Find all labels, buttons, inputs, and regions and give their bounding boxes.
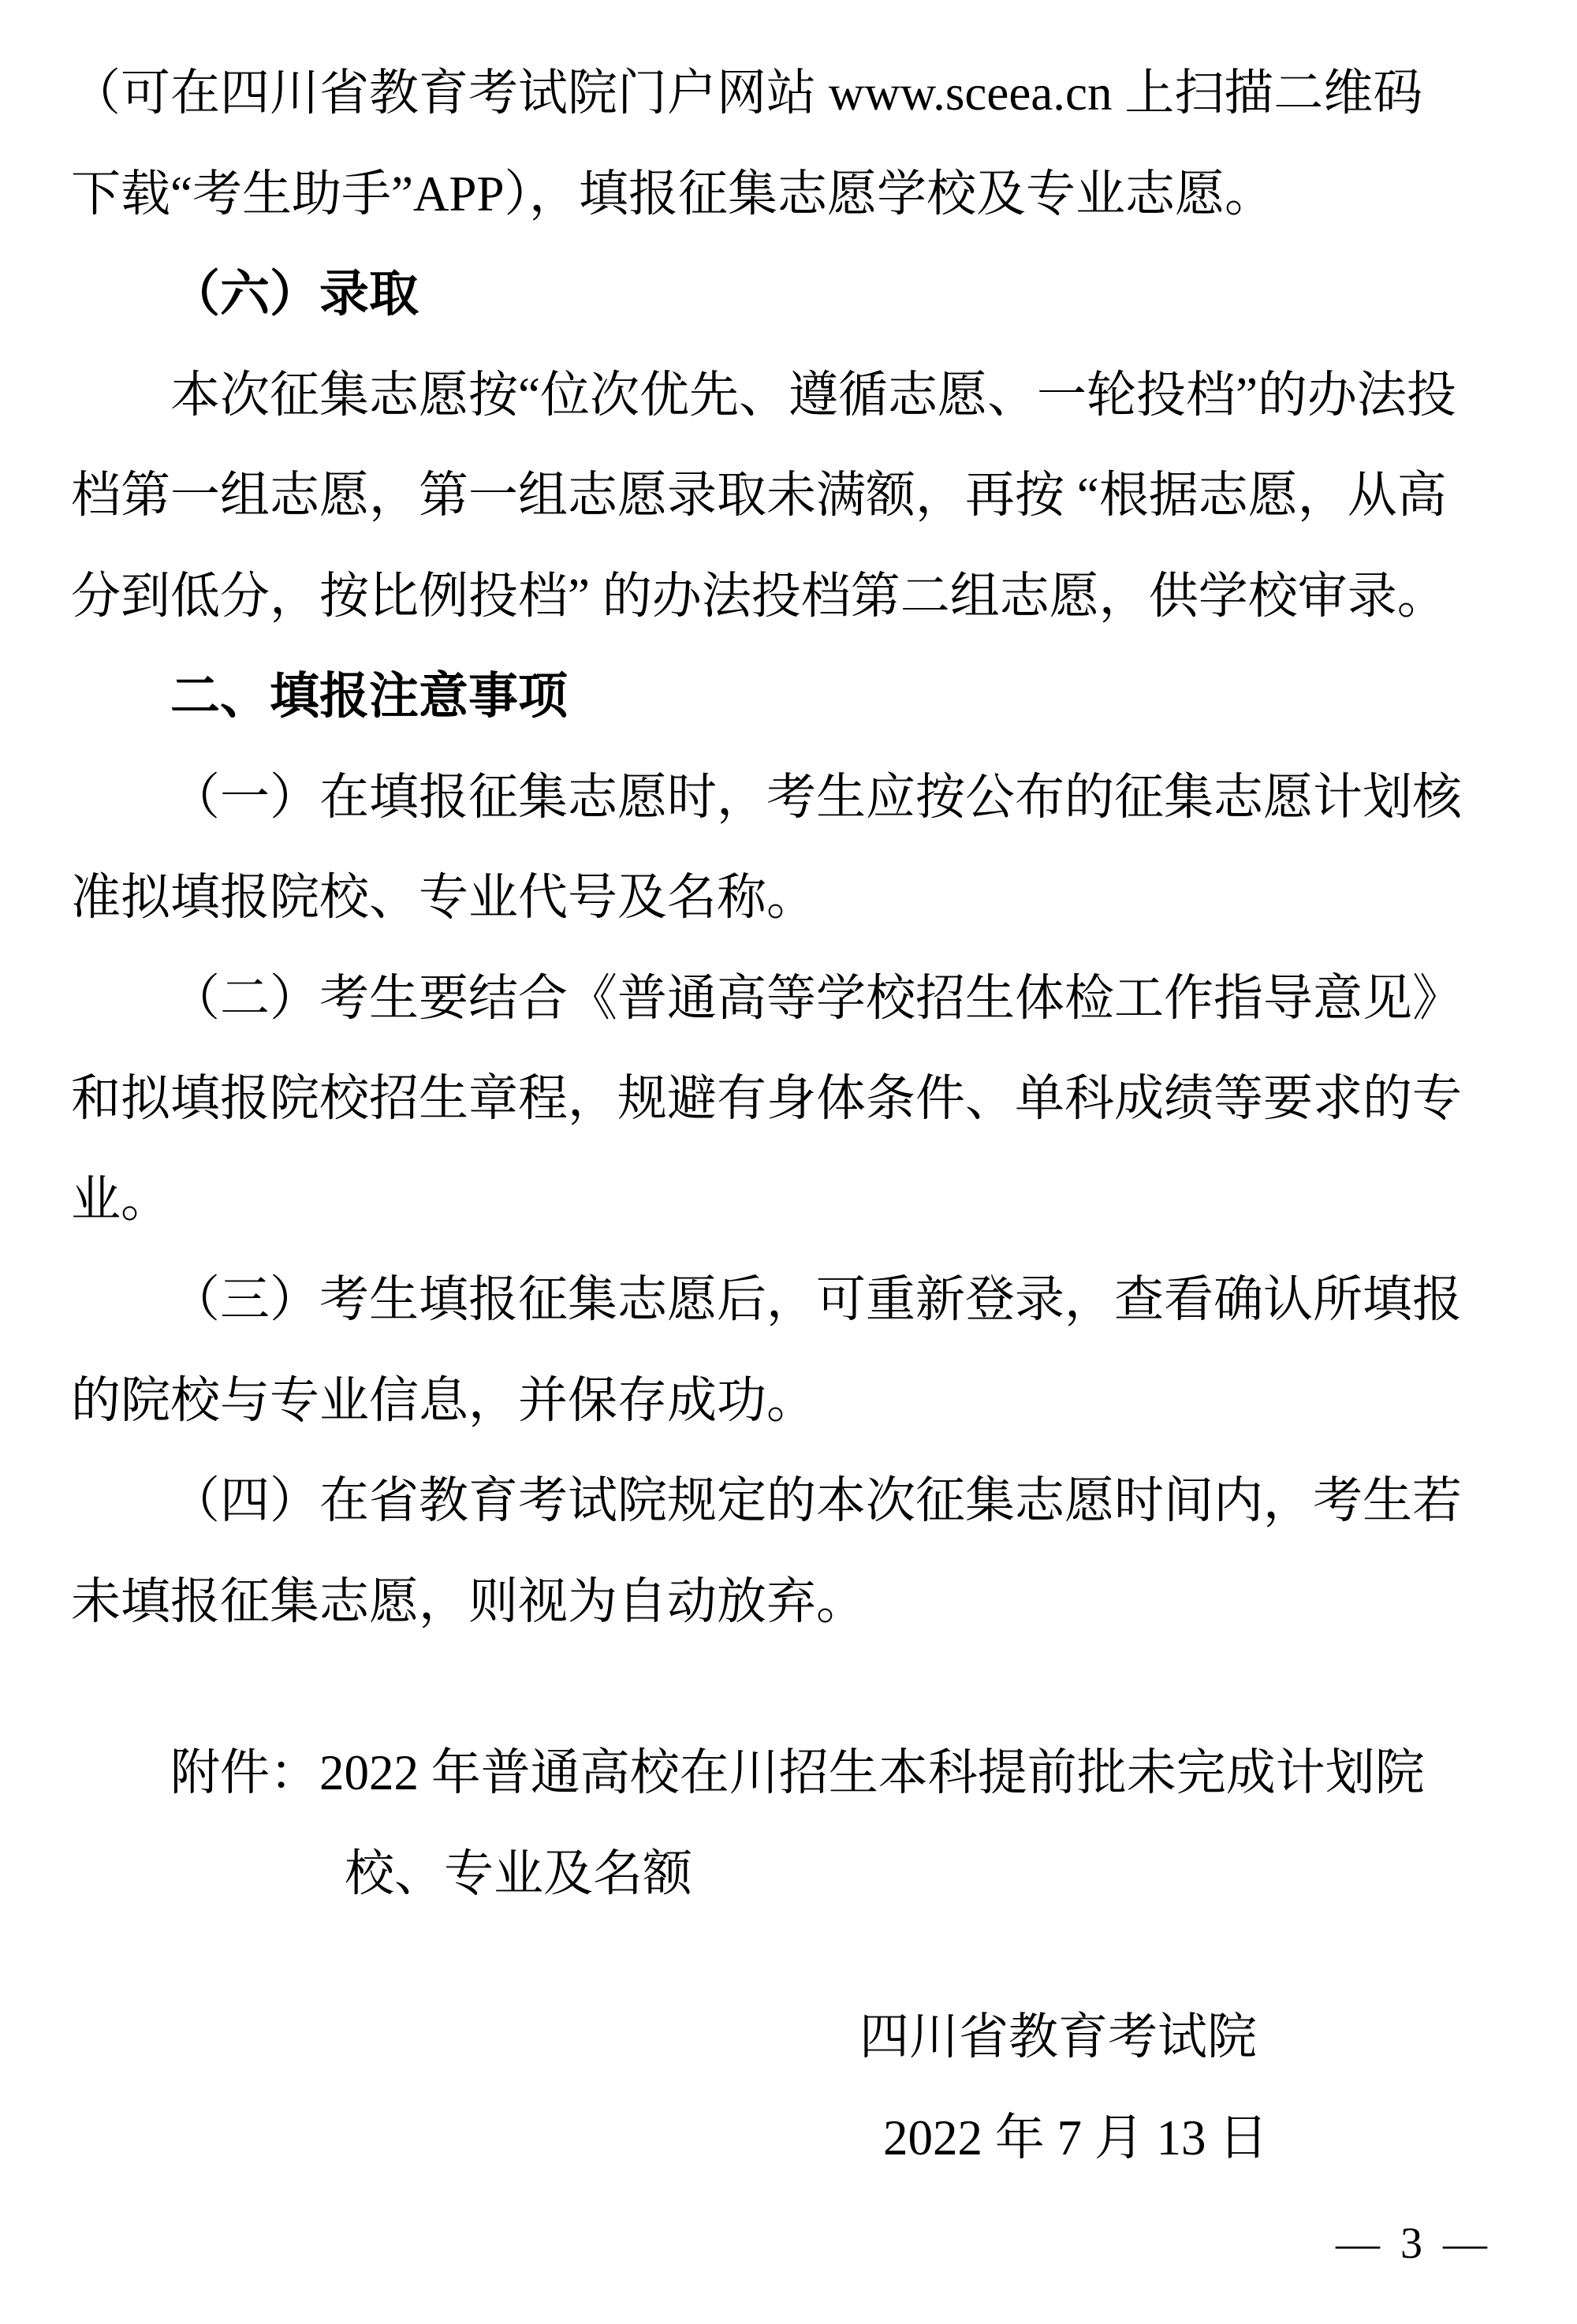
signature-organization: 四川省教育考试院 xyxy=(859,2009,1257,2065)
spacer xyxy=(71,1924,1506,1987)
attachment-line: 附件：2022 年普通高校在川招生本科提前批未完成计划院 xyxy=(170,1745,1425,1800)
text-line: （一）在填报征集志愿时，考生应按公布的征集志愿计划核 xyxy=(170,769,1462,825)
section-heading-notes: 二、填报注意事项 xyxy=(170,669,568,724)
text-line: 的院校与专业信息，并保存成功。 xyxy=(71,1372,816,1428)
text-line: （四）在省教育考试院规定的本次征集志愿时间内，考生若 xyxy=(170,1473,1462,1528)
text-line: （三）考生填报征集志愿后，可重新登录，查看确认所填报 xyxy=(170,1272,1462,1327)
text-line: 本次征集志愿按“位次优先、遵循志愿、一轮投档”的办法投 xyxy=(170,367,1456,423)
text-line: 准拟填报院校、专业代号及名称。 xyxy=(71,870,816,925)
text-line: 和拟填报院校招生章程，规避有身体条件、单科成绩等要求的专 xyxy=(71,1071,1462,1126)
text-line: 分到低分，按比例投档” 的办法投档第二组志愿，供学校审录。 xyxy=(71,568,1447,624)
text-line: （二）考生要结合《普通高等学校招生体检工作指导意见》 xyxy=(170,970,1462,1026)
text-line: 业。 xyxy=(71,1171,170,1227)
signature-date: 2022 年 7 月 13 日 xyxy=(883,2110,1269,2165)
page-number: — 3 — xyxy=(1336,2219,1492,2268)
section-heading-admission: （六）录取 xyxy=(170,267,419,322)
text-line: 档第一组志愿，第一组志愿录取未满额，再按 “根据志愿，从高 xyxy=(71,468,1447,523)
text-line: 未填报征集志愿，则视为自动放弃。 xyxy=(71,1573,866,1629)
document-body xyxy=(71,43,1506,2188)
attachment-line-continuation: 校、专业及名额 xyxy=(345,1845,692,1901)
spacer xyxy=(71,1652,1506,1723)
text-line: （可在四川省教育考试院门户网站 www.sceea.cn 上扫描二维码 xyxy=(71,65,1423,121)
text-line: 下载“考生助手”APP），填报征集志愿学校及专业志愿。 xyxy=(71,166,1274,222)
